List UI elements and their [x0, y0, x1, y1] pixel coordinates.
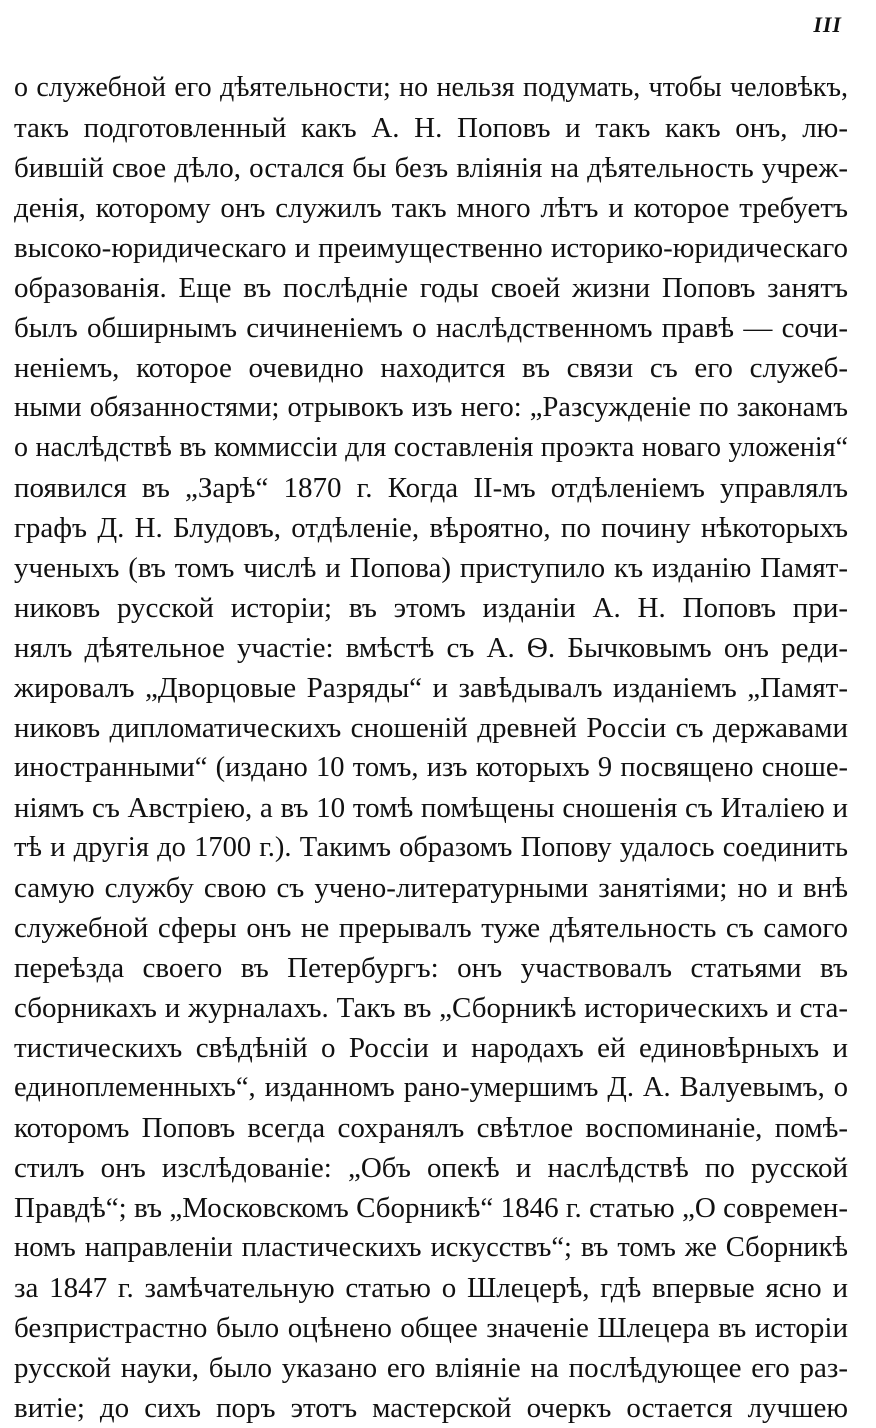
text-line: о служебной его дѣятельности; но нельзя подумать, чтобы человѣкъ,	[14, 72, 848, 103]
text-line: номъ направленіи пластическихъ искусствъ“; въ томъ же Сборникѣ	[14, 1232, 848, 1263]
text-line: графъ Д. Н. Блудовъ, отдѣленіе, вѣроятно, по почину нѣкоторыхъ	[14, 512, 848, 544]
text-line: никовъ русской исторіи; въ этомъ изданіи А. Н. Поповъ при-	[14, 592, 848, 624]
text-line: ными обязанностями; отрывокъ изъ него: „Разсужденіе по законамъ	[14, 392, 848, 423]
text-line: бившій свое дѣло, остался бы безъ вліянія на дѣятельность учреж-	[14, 152, 848, 184]
text-line: ученыхъ (въ томъ числѣ и Попова) приступило къ изданію Памят-	[14, 552, 848, 584]
text-line: появился въ „Зарѣ“ 1870 г. Когда II-мъ отдѣленіемъ управлялъ	[14, 472, 848, 504]
text-line: за 1847 г. замѣчательную статью о Шлецерѣ, гдѣ впервые ясно и	[14, 1272, 848, 1304]
text-line: Правдѣ“; въ „Московскомъ Сборникѣ“ 1846 г. статью „О современ-	[14, 1192, 848, 1224]
text-line: стилъ онъ изслѣдованіе: „Объ опекѣ и наслѣдствѣ по русской	[14, 1152, 848, 1184]
text-line: неніемъ, которое очевидно находится въ связи съ его служеб-	[14, 352, 848, 384]
text-line: тѣ и другія до 1700 г.). Такимъ образомъ Попову удалось соединить	[14, 832, 848, 863]
page-number: III	[813, 12, 842, 37]
text-line: такъ подготовленный какъ А. Н. Поповъ и такъ какъ онъ, лю-	[14, 112, 848, 144]
text-line: иностранными“ (издано 10 томъ, изъ которыхъ 9 посвящено сноше-	[14, 752, 848, 783]
text-line: о наслѣдствѣ въ коммиссіи для составленія проэкта новаго уложенія“	[14, 432, 848, 463]
text-line: сборникахъ и журналахъ. Такъ въ „Сборникѣ историческихъ и ста-	[14, 992, 848, 1024]
text-line: высоко-юридическаго и преимущественно историко-юридическаго	[14, 232, 848, 264]
text-line: которомъ Поповъ всегда сохранялъ свѣтлое воспоминаніе, помѣ-	[14, 1112, 848, 1144]
text-line: безпристрастно было оцѣнено общее значеніе Шлецера въ исторіи	[14, 1312, 848, 1344]
text-line: жировалъ „Дворцовые Разряды“ и завѣдывалъ изданіемъ „Памят-	[14, 672, 848, 704]
text-line: никовъ дипломатическихъ сношеній древней Россіи съ державами	[14, 712, 848, 744]
text-line: образованія. Еще въ послѣдніе годы своей жизни Поповъ занятъ	[14, 272, 848, 304]
text-line: нялъ дѣятельное участіе: вмѣстѣ съ А. Ѳ. Бычковымъ онъ реди-	[14, 632, 848, 664]
text-line: витіе; до сихъ поръ этотъ мастерской очеркъ остается лучшею	[14, 1392, 848, 1424]
text-line: единоплеменныхъ“, изданномъ рано-умершимъ Д. А. Валуевымъ, о	[14, 1072, 848, 1103]
text-line: русской науки, было указано его вліяніе на послѣдующее его раз-	[14, 1352, 848, 1384]
text-line: служебной сферы онъ не прерывалъ туже дѣятельность съ самого	[14, 912, 848, 944]
text-line: ніямъ съ Австріею, а въ 10 томѣ помѣщены сношенія съ Италіею и	[14, 792, 848, 824]
text-line: денія, которому онъ служилъ такъ много лѣтъ и которое требуетъ	[14, 192, 848, 224]
text-line: былъ обширнымъ сичиненіемъ о наслѣдственномъ правѣ — сочи-	[14, 312, 848, 344]
text-line: тистическихъ свѣдѣній о Россіи и народахъ ей единовѣрныхъ и	[14, 1032, 848, 1064]
text-line: самую службу свою съ учено-литературными занятіями; но и внѣ	[14, 872, 848, 904]
text-line: переѣзда своего въ Петербургъ: онъ участвовалъ статьями въ	[14, 952, 848, 984]
